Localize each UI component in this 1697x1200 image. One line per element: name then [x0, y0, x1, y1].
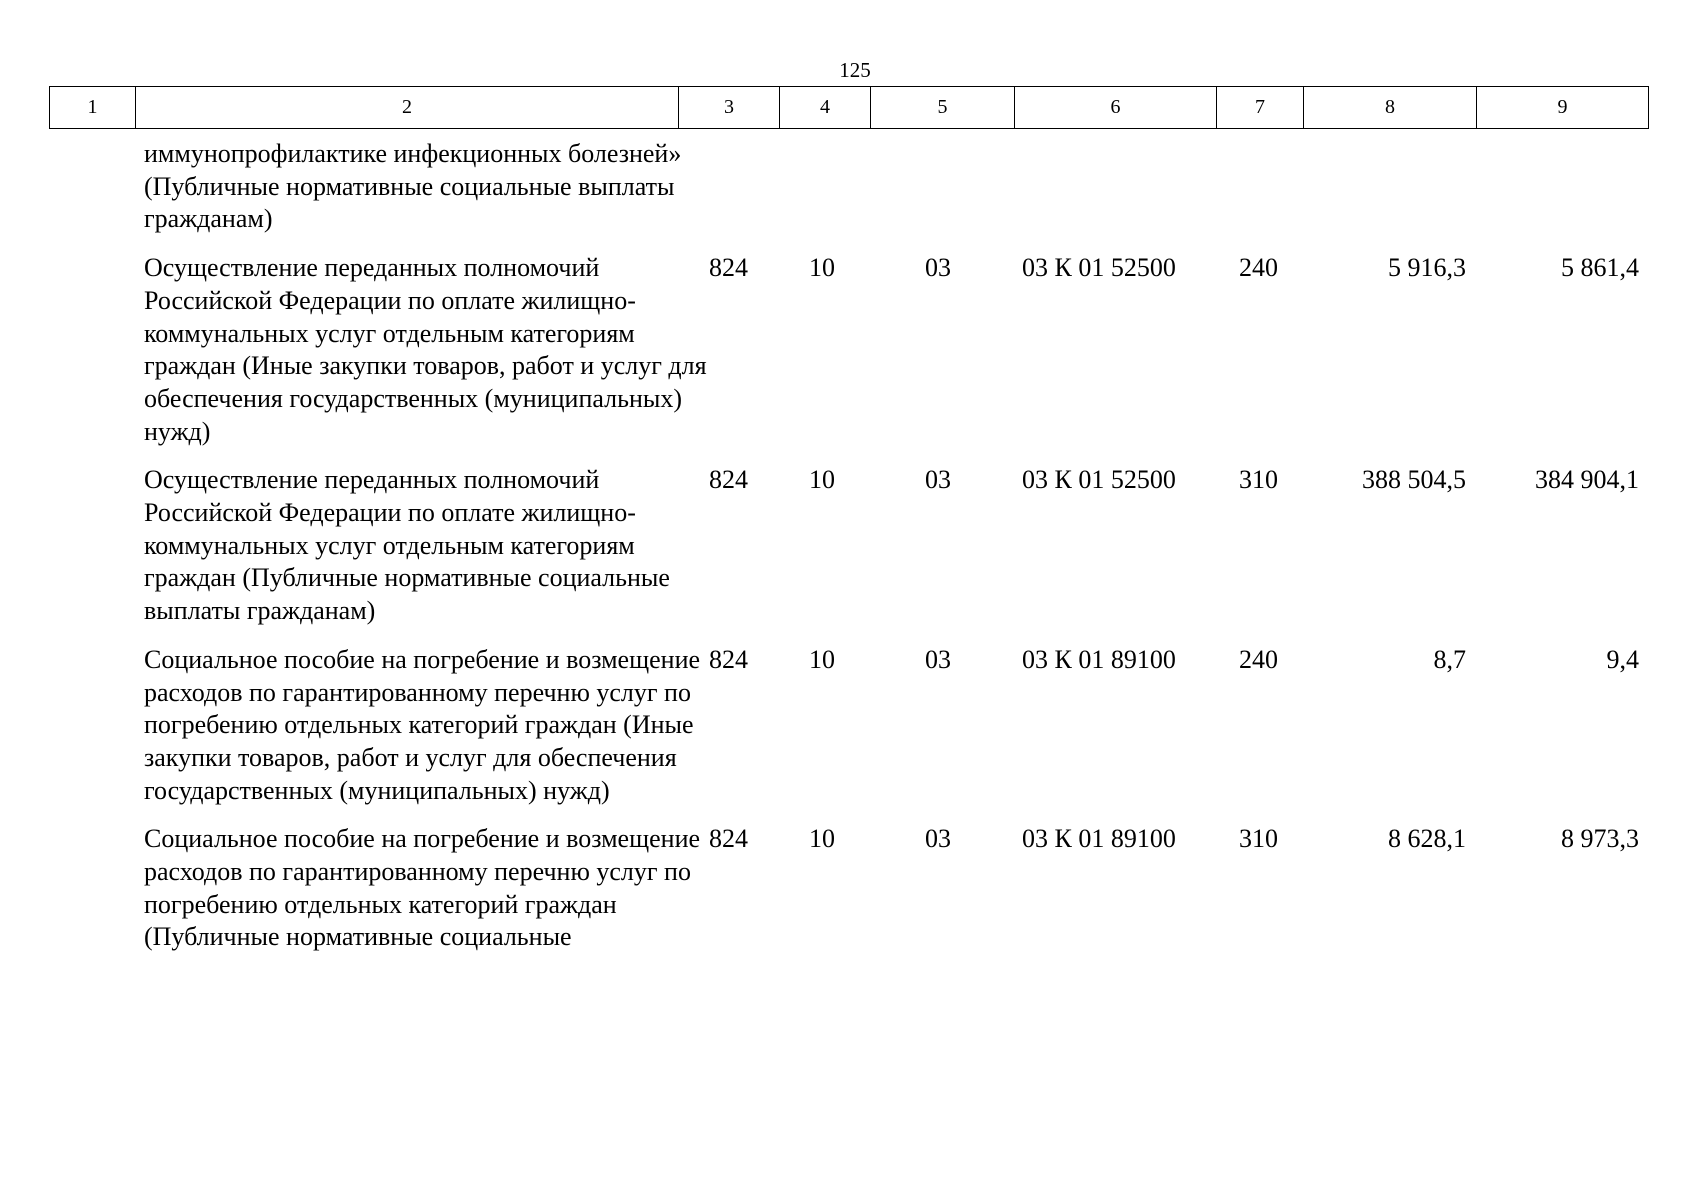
header-col-9: 9 [1477, 87, 1649, 129]
row-amount-year-1: 8 628,1 [1388, 824, 1466, 854]
row-amount-year-1: 8,7 [1433, 644, 1466, 674]
row-subsection: 03 [925, 253, 951, 283]
table-row [49, 252, 1648, 448]
column-number-header [49, 86, 1649, 129]
table-row [49, 138, 1648, 236]
row-section: 10 [809, 465, 835, 495]
header-col-5: 5 [871, 87, 1015, 129]
header-col-6: 6 [1015, 87, 1217, 129]
row-description: Осуществление переданных полномочий Российской Федерации по оплате жилищно-коммунальных услуг отдельным категориям граждан (Публичные нормативные социальные выплаты гражданам) [144, 465, 670, 626]
row-subsection: 03 [925, 824, 951, 854]
row-section: 10 [809, 644, 835, 674]
row-target-article: 03 К 01 89100 [1022, 824, 1176, 854]
row-description: иммунопрофилактике инфекционных болезней» (Публичные нормативные социальные выплаты гражданам) [144, 139, 682, 234]
row-section: 10 [809, 824, 835, 854]
row-subsection: 03 [925, 465, 951, 495]
row-target-article: 03 К 01 52500 [1022, 253, 1176, 283]
table-row [49, 823, 1648, 954]
table-row [49, 464, 1648, 628]
row-target-article: 03 К 01 89100 [1022, 644, 1176, 674]
header-col-1: 1 [50, 87, 136, 129]
row-amount-year-2: 384 904,1 [1535, 465, 1639, 495]
header-col-4: 4 [780, 87, 871, 129]
row-amount-year-2: 8 973,3 [1561, 824, 1639, 854]
row-amount-year-2: 5 861,4 [1561, 253, 1639, 283]
row-description: Социальное пособие на погребение и возмещение расходов по гарантированному перечню услуг по погребению отдельных категорий граждан (Иные закупки товаров, работ и услуг для обеспечения государственных (муниципальных) нужд) [144, 644, 701, 805]
row-expense-type: 240 [1239, 644, 1278, 674]
row-expense-type: 240 [1239, 253, 1278, 283]
row-ministry-code: 824 [709, 824, 748, 854]
row-subsection: 03 [925, 644, 951, 674]
row-amount-year-1: 5 916,3 [1388, 253, 1466, 283]
header-col-8: 8 [1304, 87, 1477, 129]
header-col-3: 3 [679, 87, 780, 129]
table-body [49, 138, 1648, 954]
row-description: Социальное пособие на погребение и возмещение расходов по гарантированному перечню услуг по погребению отдельных категорий граждан (Публичные нормативные социальные [144, 824, 701, 952]
row-amount-year-2: 9,4 [1606, 644, 1639, 674]
row-amount-year-1: 388 504,5 [1362, 465, 1466, 495]
page-number: 125 [839, 58, 871, 82]
row-ministry-code: 824 [709, 465, 748, 495]
table-row [49, 644, 1648, 808]
row-expense-type: 310 [1239, 465, 1278, 495]
row-expense-type: 310 [1239, 824, 1278, 854]
row-section: 10 [809, 253, 835, 283]
header-col-7: 7 [1217, 87, 1304, 129]
header-col-2: 2 [136, 87, 679, 129]
row-ministry-code: 824 [709, 253, 748, 283]
row-description: Осуществление переданных полномочий Российской Федерации по оплате жилищно-коммунальных услуг отдельным категориям граждан (Иные закупки товаров, работ и услуг для обеспечения государственных (муниципальных) нужд) [144, 253, 707, 446]
row-target-article: 03 К 01 52500 [1022, 465, 1176, 495]
row-ministry-code: 824 [709, 644, 748, 674]
